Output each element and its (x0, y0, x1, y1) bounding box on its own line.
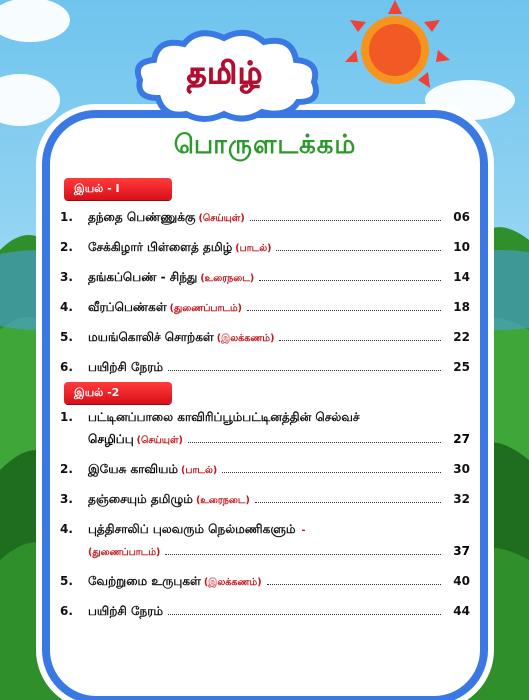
item-type: (பாடல்) (181, 465, 218, 476)
leader-dots (165, 554, 441, 555)
item-page: 14 (453, 270, 470, 284)
toc-row[interactable] (60, 410, 470, 426)
item-page: 22 (453, 330, 470, 344)
item-number: 1. (60, 210, 73, 224)
item-number: 4. (60, 522, 73, 536)
section-label-1: இயல் - I (64, 178, 172, 200)
item-number: 3. (60, 270, 73, 284)
leader-dots (279, 340, 441, 341)
item-number: 2. (60, 462, 73, 476)
item-type: (உரைநடை) (200, 273, 255, 284)
toc-row-continuation[interactable] (88, 544, 470, 559)
item-type: (செய்யுள்) (136, 435, 183, 446)
sun-illustration (345, 0, 450, 88)
item-number: 5. (60, 330, 73, 344)
item-type: (பாடல்) (235, 243, 272, 254)
toc-row[interactable] (60, 240, 470, 256)
toc-row[interactable] (60, 360, 470, 376)
leader-dots (267, 584, 441, 585)
item-number: 1. (60, 410, 73, 424)
item-type: (துணைப்பாடம்) (88, 547, 161, 558)
item-page: 32 (453, 492, 470, 506)
toc-row[interactable] (60, 574, 470, 590)
leader-dots (276, 250, 441, 251)
toc-row-continuation[interactable] (88, 432, 470, 448)
item-title: தங்கப்பெண் - சிந்து (88, 270, 198, 284)
item-title-continued: செழிப்பு (88, 432, 134, 446)
title-bubble (150, 40, 300, 110)
item-page: 44 (453, 604, 470, 618)
toc-row[interactable] (60, 270, 470, 286)
item-page: 27 (453, 432, 470, 446)
item-number: 3. (60, 492, 73, 506)
item-type: (இலக்கணம்) (216, 333, 275, 344)
item-type: (உரைநடை) (195, 495, 250, 506)
item-title: வேற்றுமை உருபுகள் (88, 574, 201, 588)
item-type: (இலக்கணம்) (203, 577, 262, 588)
leader-dots (247, 310, 441, 311)
item-number: 6. (60, 360, 73, 374)
item-page: 10 (453, 240, 470, 254)
item-page: 30 (453, 462, 470, 476)
item-title: வீரப்பெண்கள் (88, 300, 167, 314)
leader-dots (250, 220, 441, 221)
book-title: தமிழ் (186, 55, 264, 91)
item-title: பயிற்சி நேரம் (88, 360, 164, 374)
item-title: சேக்கிழார் பிள்ளைத் தமிழ் (88, 240, 233, 254)
toc-row[interactable]: 4. புத்திசாலிப் புலவரும் நெல்மணிகளும் - (60, 522, 306, 536)
item-number: 4. (60, 300, 73, 314)
item-number: 6. (60, 604, 73, 618)
item-type: (துணைப்பாடம்) (169, 303, 242, 314)
section-label-2: இயல் -2 (64, 382, 172, 404)
item-type: (செய்யுள்) (198, 213, 245, 224)
item-number: 2. (60, 240, 73, 254)
item-title: தஞ்சையும் தமிழும் (88, 492, 193, 506)
item-title: இயேசு காவியம் (88, 462, 179, 476)
leader-dots (188, 442, 441, 443)
item-title: தந்தை பெண்ணுக்கு (88, 210, 196, 224)
item-page: 18 (453, 300, 470, 314)
item-page: 40 (453, 574, 470, 588)
toc-row[interactable] (60, 604, 470, 620)
leader-dots (222, 472, 441, 473)
leader-dots (259, 280, 441, 281)
item-page: 25 (453, 360, 470, 374)
leader-dots (168, 614, 441, 615)
item-title: பட்டினப்பாலை காவிரிப்பூம்பட்டினத்தின் செல்வச் (88, 410, 360, 424)
item-title: மயங்கொலிச் சொற்கள் (88, 330, 214, 344)
item-title: புத்திசாலிப் புலவரும் நெல்மணிகளும் (88, 522, 296, 536)
toc-row[interactable] (60, 462, 470, 478)
item-page: 37 (453, 544, 470, 558)
toc-row[interactable] (60, 210, 470, 226)
item-page: 06 (453, 210, 470, 224)
item-title: பயிற்சி நேரம் (88, 604, 164, 618)
leader-dots (168, 370, 441, 371)
toc-row[interactable] (60, 492, 470, 508)
leader-dots (255, 502, 441, 503)
toc-row[interactable] (60, 300, 470, 316)
toc-row[interactable] (60, 330, 470, 346)
item-number: 5. (60, 574, 73, 588)
contents-heading: பொருளடக்கம் (173, 130, 357, 160)
